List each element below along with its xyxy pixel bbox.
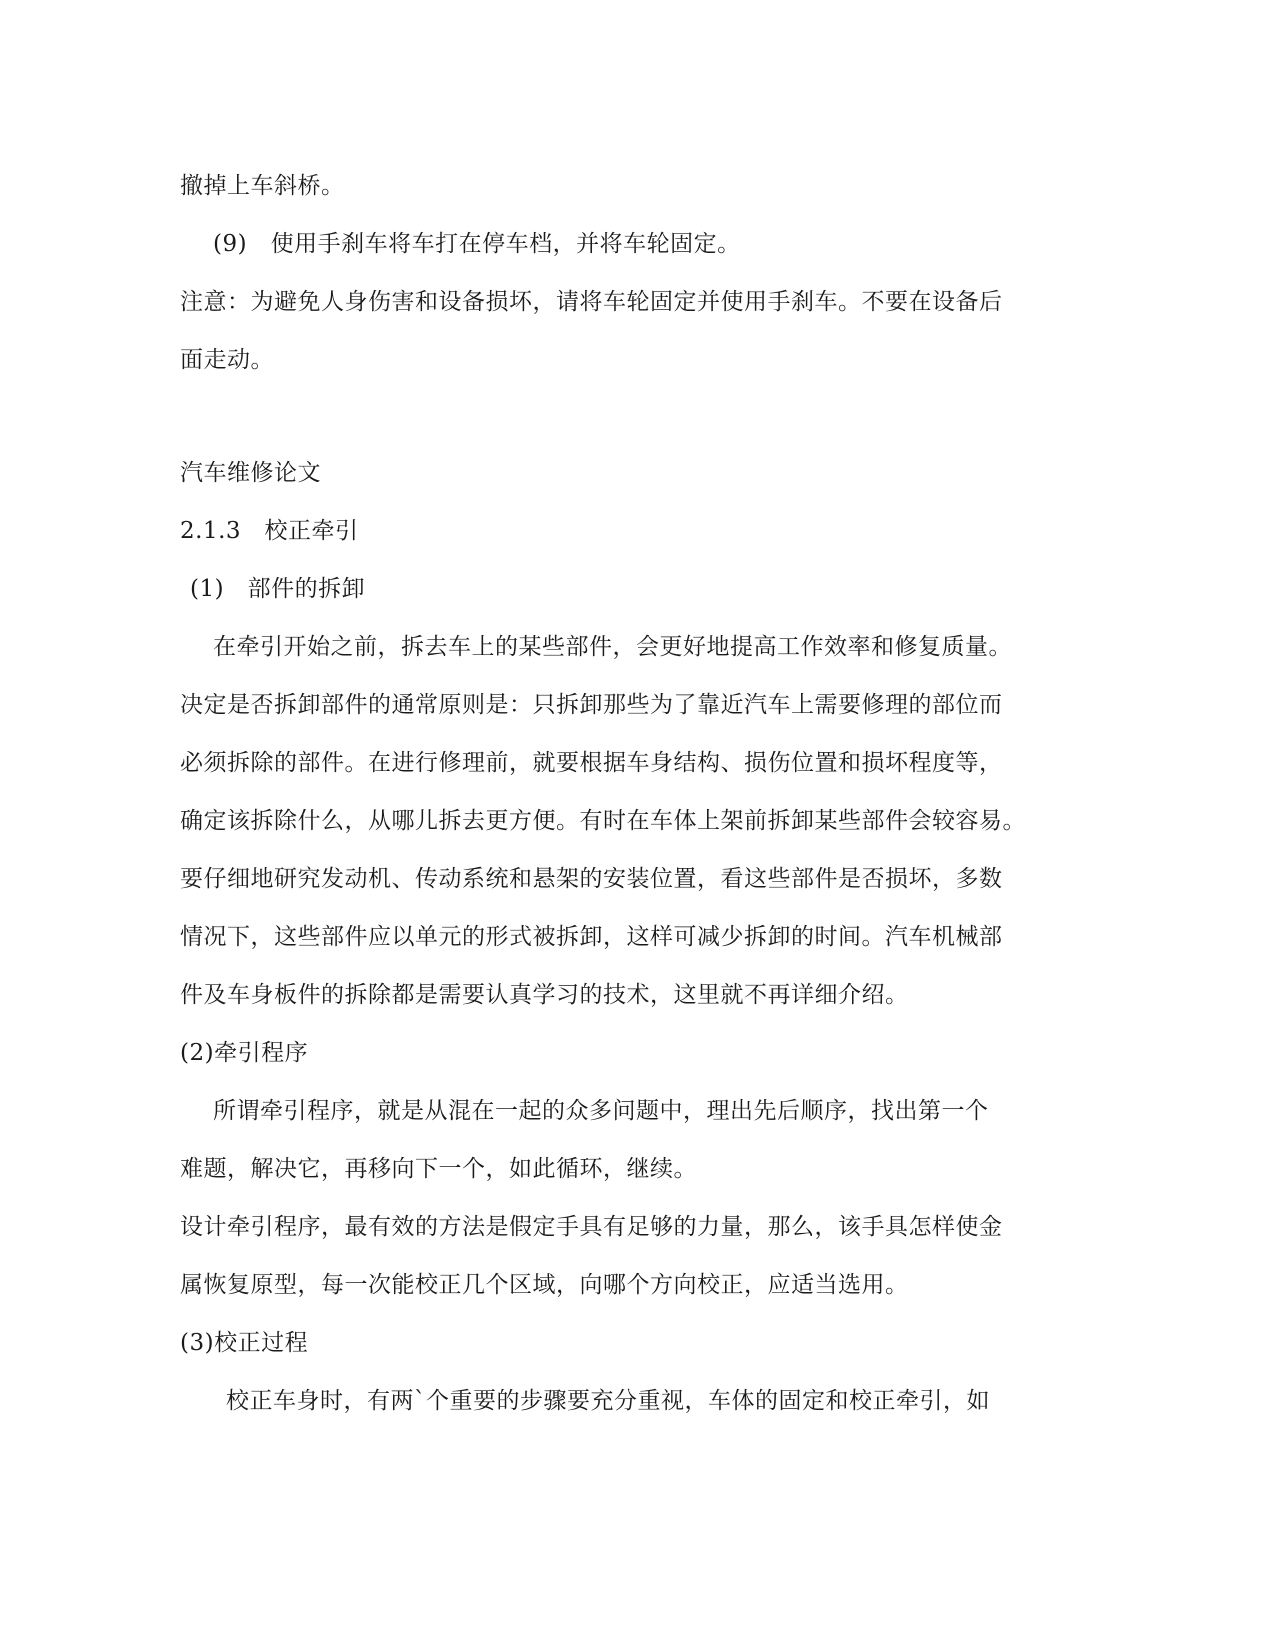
paragraph-line: 决定是否拆卸部件的通常原则是：只拆卸那些为了靠近汽车上需要修理的部位而 bbox=[180, 692, 1003, 718]
paragraph-line: 必须拆除的部件。在进行修理前，就要根据车身结构、损伤位置和损坏程度等， bbox=[180, 750, 1003, 776]
paragraph-line: 情况下，这些部件应以单元的形式被拆卸，这样可减少拆卸的时间。汽车机械部 bbox=[180, 924, 1003, 950]
section-heading: 汽车维修论文 bbox=[180, 460, 321, 486]
paragraph-line: 所谓牵引程序，就是从混在一起的众多问题中，理出先后顺序，找出第一个 bbox=[213, 1098, 989, 1124]
warning-line: 注意：为避免人身伤害和设备损坏，请将车轮固定并使用手刹车。不要在设备后 bbox=[180, 289, 1003, 315]
subsection-heading: 2.1.3 校正牵引 bbox=[180, 518, 359, 544]
paragraph-line: 设计牵引程序，最有效的方法是假定手具有足够的力量，那么，该手具怎样使金 bbox=[180, 1214, 1003, 1240]
paragraph-line: 属恢复原型，每一次能校正几个区域，向哪个方向校正，应适当选用。 bbox=[180, 1272, 909, 1298]
paragraph-line: 要仔细地研究发动机、传动系统和悬架的安装位置，看这些部件是否损坏，多数 bbox=[180, 866, 1003, 892]
step-9-line: (9) 使用手刹车将车打在停车档，并将车轮固定。 bbox=[213, 231, 741, 257]
paragraph-line: 在牵引开始之前，拆去车上的某些部件，会更好地提高工作效率和修复质量。 bbox=[213, 634, 1012, 660]
text-line: 撤掉上车斜桥。 bbox=[180, 173, 345, 199]
paragraph-line: 件及车身板件的拆除都是需要认真学习的技术，这里就不再详细介绍。 bbox=[180, 982, 909, 1008]
item-heading-2: (2)牵引程序 bbox=[180, 1040, 309, 1066]
paragraph-line: 确定该拆除什么，从哪儿拆去更方便。有时在车体上架前拆卸某些部件会较容易。 bbox=[180, 808, 1026, 834]
paragraph-line: 难题，解决它，再移向下一个，如此循环，继续。 bbox=[180, 1156, 697, 1182]
item-heading-1: (1) 部件的拆卸 bbox=[190, 576, 366, 602]
paragraph-line: 校正车身时，有两`个重要的步骤要充分重视，车体的固定和校正牵引，如 bbox=[226, 1388, 990, 1414]
warning-line-continued: 面走动。 bbox=[180, 347, 274, 373]
item-heading-3: (3)校正过程 bbox=[180, 1330, 309, 1356]
